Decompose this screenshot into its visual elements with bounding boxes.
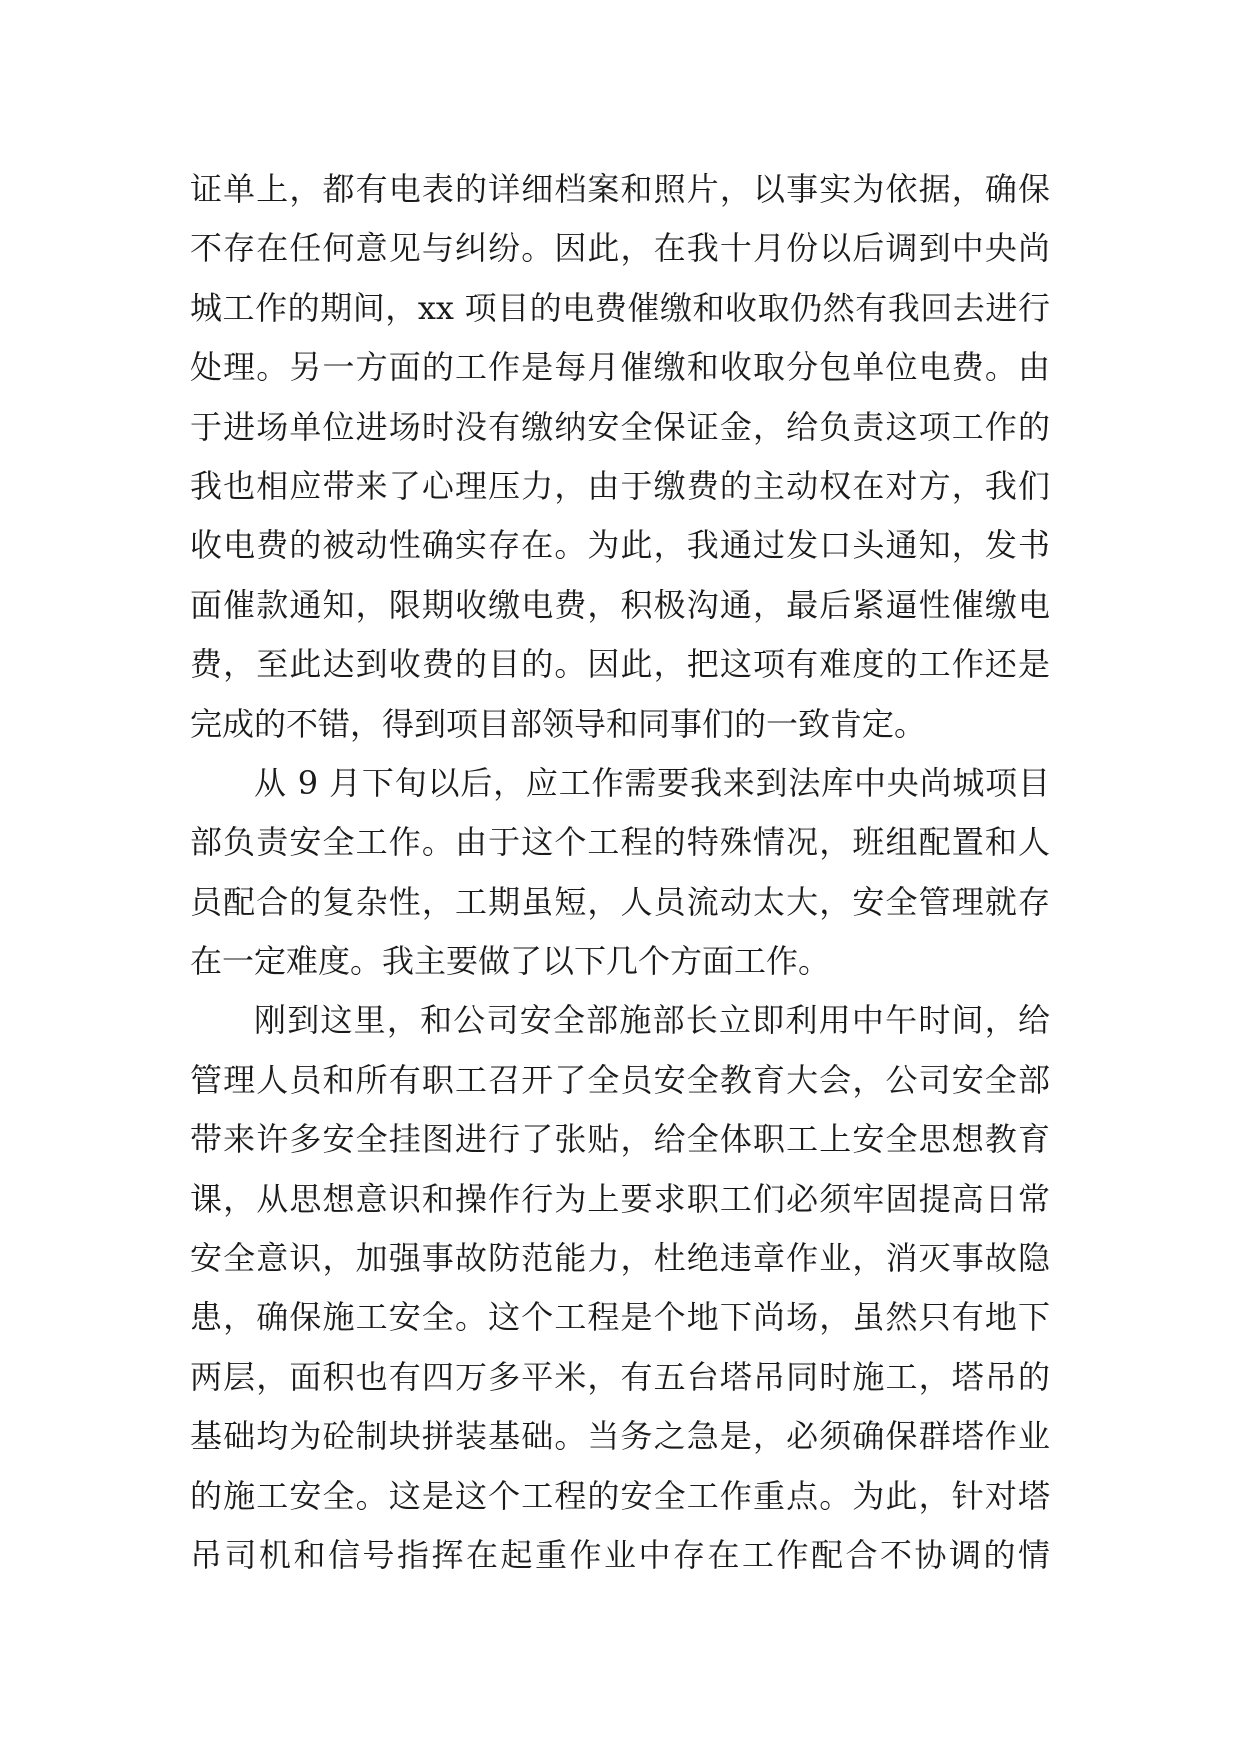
text-line: 费，至此达到收费的目的。因此，把这项有难度的工作还是 <box>190 645 1050 684</box>
text-line: 的施工安全。这是这个工程的安全工作重点。为此，针对塔 <box>190 1476 1050 1515</box>
document-body <box>190 160 1050 1585</box>
text-line: 吊司机和信号指挥在起重作业中存在工作配合不协调的情 <box>190 1535 1050 1574</box>
text-line: 带来许多安全挂图进行了张贴，给全体职工上安全思想教育 <box>190 1120 1050 1159</box>
text-line: 部负责安全工作。由于这个工程的特殊情况，班组配置和人 <box>190 823 1050 862</box>
text-line: 安全意识，加强事故防范能力，杜绝违章作业，消灭事故隐 <box>190 1239 1050 1278</box>
text-line: 我也相应带来了心理压力，由于缴费的主动权在对方，我们 <box>190 466 1050 505</box>
text-line: 从 9 月下旬以后，应工作需要我来到法库中央尚城项目 <box>254 763 1050 802</box>
text-line: 面催款通知，限期收缴电费，积极沟通，最后紧逼性催缴电 <box>190 585 1050 624</box>
text-line: 在一定难度。我主要做了以下几个方面工作。 <box>190 942 831 981</box>
text-line: 员配合的复杂性，工期虽短，人员流动太大，安全管理就存 <box>190 882 1050 921</box>
text-line: 于进场单位进场时没有缴纳安全保证金，给负责这项工作的 <box>190 407 1050 446</box>
text-line: 患，确保施工安全。这个工程是个地下尚场，虽然只有地下 <box>190 1298 1050 1337</box>
text-line: 课，从思想意识和操作行为上要求职工们必须牢固提高日常 <box>190 1179 1050 1218</box>
text-line: 城工作的期间，xx 项目的电费催缴和收取仍然有我回去进行 <box>190 288 1050 327</box>
text-line: 处理。另一方面的工作是每月催缴和收取分包单位电费。由 <box>190 348 1050 387</box>
text-line: 不存在任何意见与纠纷。因此，在我十月份以后调到中央尚 <box>190 229 1050 268</box>
text-line: 管理人员和所有职工召开了全员安全教育大会，公司安全部 <box>190 1060 1050 1099</box>
text-line: 收电费的被动性确实存在。为此，我通过发口头通知，发书 <box>190 526 1050 565</box>
text-line: 基础均为砼制块拼装基础。当务之急是，必须确保群塔作业 <box>190 1417 1050 1456</box>
text-line: 刚到这里，和公司安全部施部长立即利用中午时间，给 <box>254 1001 1050 1040</box>
text-line: 完成的不错，得到项目部领导和同事们的一致肯定。 <box>190 704 927 743</box>
text-line: 证单上，都有电表的详细档案和照片，以事实为依据，确保 <box>190 170 1050 208</box>
text-line: 两层，面积也有四万多平米，有五台塔吊同时施工，塔吊的 <box>190 1357 1050 1396</box>
